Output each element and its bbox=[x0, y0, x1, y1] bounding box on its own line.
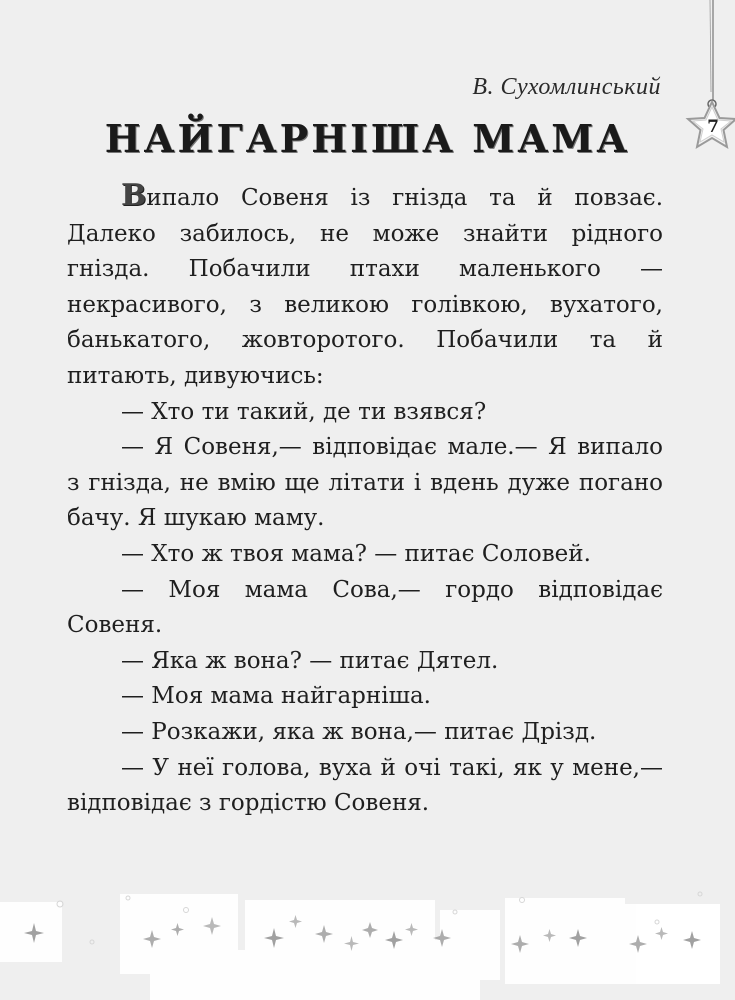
paragraph: — Яка ж вона? — питає Дятел. bbox=[121, 647, 499, 674]
paragraph bbox=[67, 178, 663, 395]
story-title: НАЙГАРНІША МАМА bbox=[104, 116, 631, 161]
story-text bbox=[67, 178, 663, 822]
sparkle-border bbox=[0, 880, 735, 1000]
paragraph: — У неї голова, вуха й очі такі, як у мене,— відповідає з гордістю Совеня. bbox=[67, 754, 663, 817]
author-name: В. Сухомлинський bbox=[472, 74, 661, 100]
paragraph: — Моя мама Сова,— гордо відповідає Совеня. bbox=[67, 576, 663, 639]
paragraph: — Розкажи, яка ж вона,— питає Дрізд. bbox=[121, 718, 597, 745]
paragraph: — Моя мама найгарніша. bbox=[121, 683, 431, 710]
page-number: 7 bbox=[707, 117, 719, 137]
drop-cap: В bbox=[121, 178, 147, 213]
paragraph-text: ипало Совеня із гнізда та й повзає. Далеко забилось, не може знайти рідного гнізда. Побачили птахи маленького — некрасивого, з великою голівкою, вухатого, банькатого, жовторотого. Побачили та й питають, дивуючись: bbox=[67, 185, 663, 389]
paragraph: — Я Совеня,— відповідає мале.— Я випало з гнізда, не вмію ще літати і вдень дуже погано бачу. Я шукаю маму. bbox=[67, 434, 663, 532]
paragraph: — Хто ж твоя мама? — питає Соловей. bbox=[121, 540, 591, 567]
paragraph: — Хто ти такий, де ти взявся? bbox=[121, 398, 487, 425]
